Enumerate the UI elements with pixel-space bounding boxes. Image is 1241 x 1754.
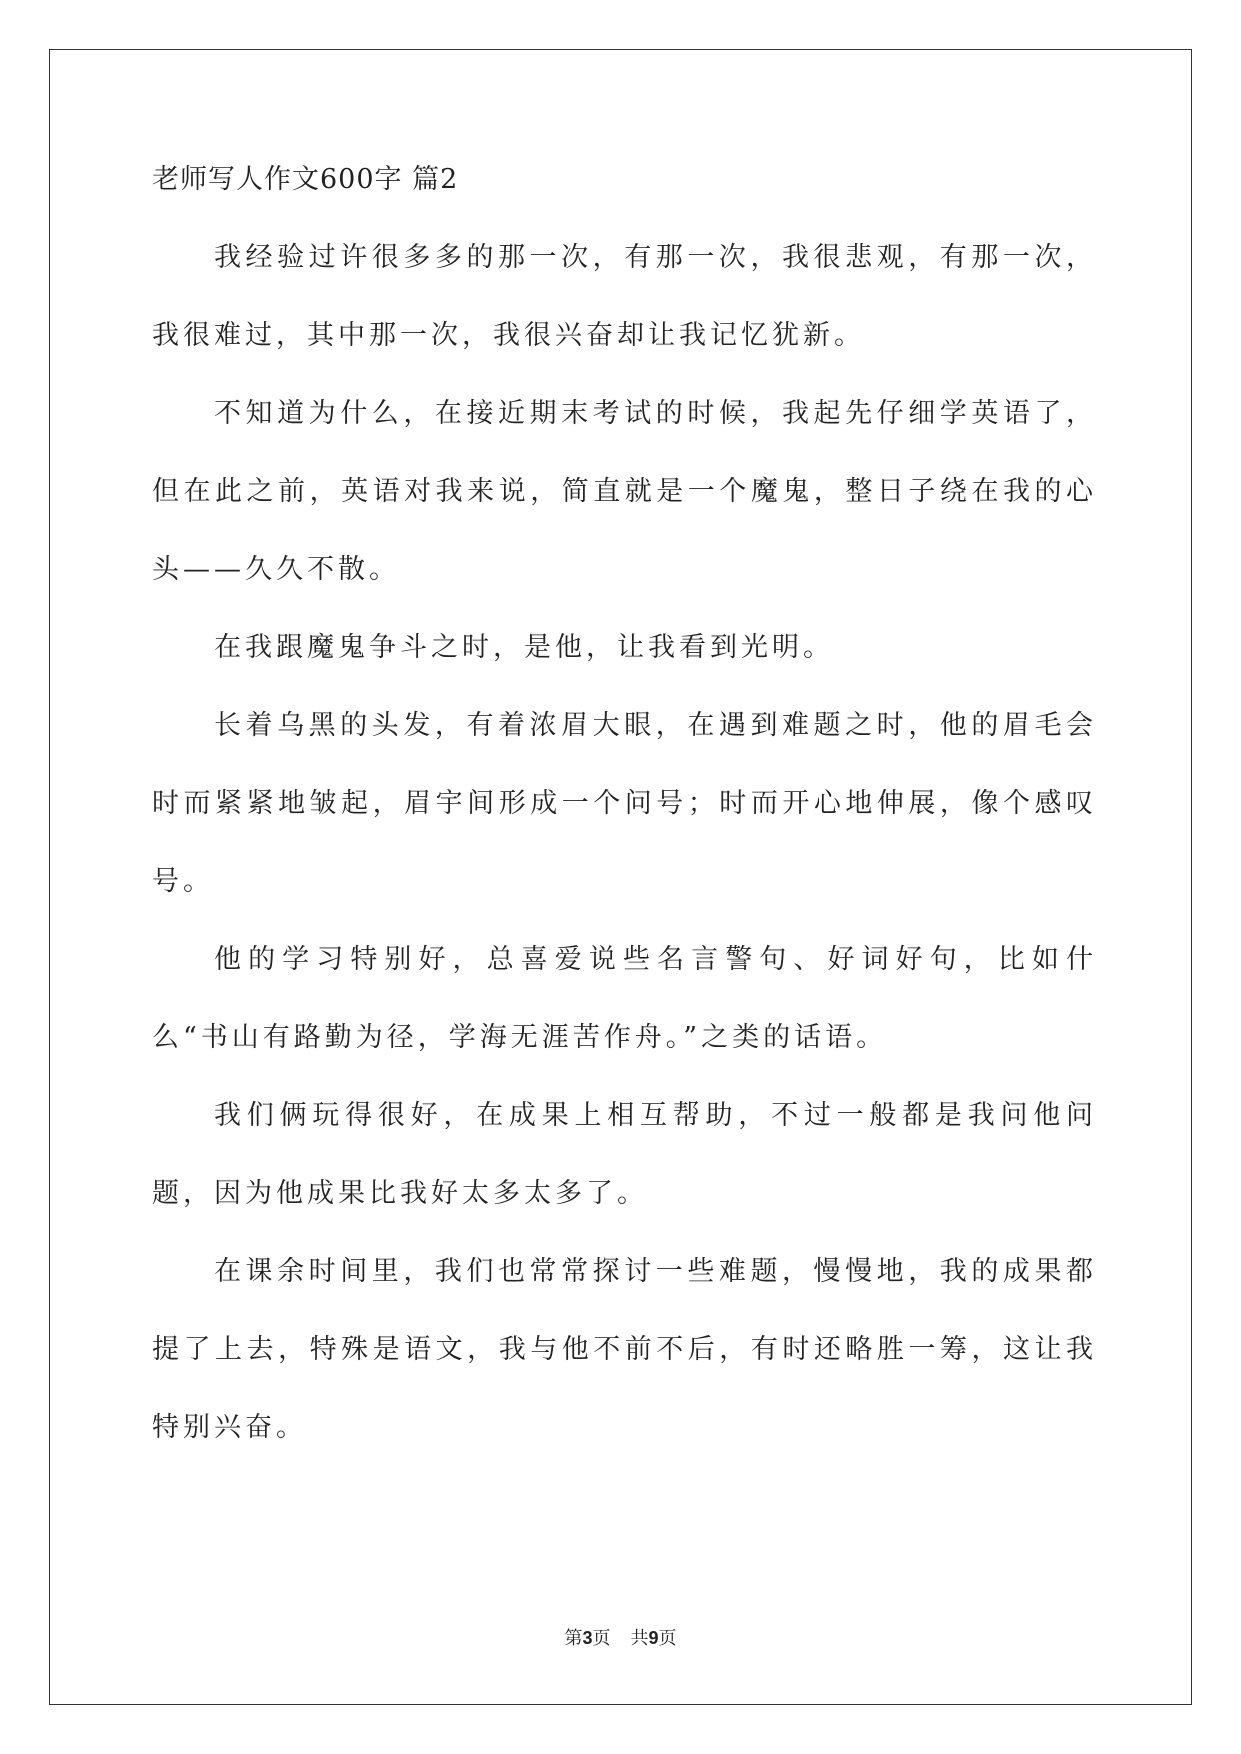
paragraph-1: 我经验过许很多多的那一次，有那一次，我很悲观，有那一次，我很难过，其中那一次，我很兴奋却让我记忆犹新。 — [152, 242, 1097, 351]
page-footer — [0, 1626, 1241, 1651]
document-body — [152, 160, 1097, 1467]
total-prefix: 共 — [630, 1628, 649, 1649]
current-page-number: 3 — [582, 1628, 593, 1648]
paragraph-4: 长着乌黑的头发，有着浓眉大眼，在遇到难题之时，他的眉毛会时而紧紧地皱起，眉宇间形成一个问号；时而开心地伸展，像个感叹号。 — [152, 710, 1097, 897]
paragraph-3: 在我跟魔鬼争斗之时，是他，让我看到光明。 — [214, 632, 834, 663]
total-suffix: 页 — [658, 1628, 677, 1649]
paragraph-6: 我们俩玩得很好，在成果上相互帮助，不过一般都是我问他问题，因为他成果比我好太多太多了。 — [152, 1100, 1097, 1209]
page-prefix: 第 — [564, 1628, 583, 1649]
paragraph-5: 他的学习特别好，总喜爱说些名言警句、好词好句，比如什么“书山有路勤为径，学海无涯苦作舟。”之类的话语。 — [152, 944, 1097, 1053]
paragraph-7: 在课余时间里，我们也常常探讨一些难题，慢慢地，我的成果都提了上去，特殊是语文，我与他不前不后，有时还略胜一筹，这让我特别兴奋。 — [152, 1256, 1097, 1443]
paragraph-2: 不知道为什么，在接近期末考试的时候，我起先仔细学英语了，但在此之前，英语对我来说，简直就是一个魔鬼，整日子绕在我的心头——久久不散。 — [152, 398, 1097, 585]
total-page-number: 9 — [648, 1628, 659, 1648]
essay-title: 老师写人作文600字 篇2 — [152, 164, 459, 195]
page-suffix: 页 — [592, 1628, 611, 1649]
